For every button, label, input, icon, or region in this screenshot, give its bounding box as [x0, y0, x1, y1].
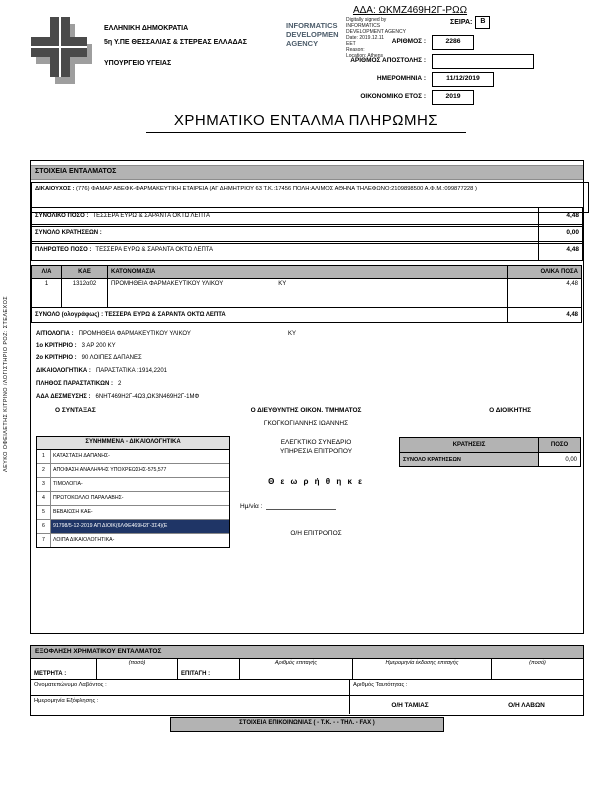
attachment-row-text: 91798/5-12-2019 ΑΠ ΔΙΟΙΚ(6ΛΦΕ469Η2Γ-3Σ4)(Ε	[51, 520, 229, 533]
info-criterion-2-value: 90 ΛΟΙΠΕΣ ΔΑΠΑΝΕΣ	[81, 355, 142, 361]
settlement-row-1	[31, 659, 583, 680]
info-commitment-ada-value: 6ΝΗΤ469Η2Γ-4Ω3,ΩΚ3Ν469Η2Γ-1ΜΦ	[95, 394, 200, 400]
payable-amount-row	[31, 241, 583, 261]
kae-total-label: ΣΥΝΟΛΟ (ολογράφως) : ΤΕΣΣΕΡΑ ΕΥΡΩ & ΣΑΡΑΝΤΑ ΟΚΤΩ ΛΕΠΤΑ	[32, 308, 508, 323]
stamp-agency-line: AGENCY	[286, 39, 319, 48]
deductions-col-amount: ΠΟΣΟ	[539, 438, 581, 453]
kae-col-name: ΚΑΤΟΝΟΜΑΣΙΑ	[108, 266, 508, 279]
attachment-row-num: 6	[37, 520, 51, 533]
order-details-box	[30, 160, 584, 634]
info-commitment-ada-label: ΑΔΑ ΔΕΣΜΕΥΣΗΣ :	[36, 394, 91, 400]
payable-amount-words: ΤΕΣΣΕΡΑ ΕΥΡΩ & ΣΑΡΑΝΤΑ ΟΚΤΩ ΛΕΠΤΑ	[95, 247, 214, 253]
info-justification-extra: ΚΥ	[288, 331, 297, 337]
info-docs-count-value: 2	[117, 381, 122, 387]
deductions-amount-label: ΣΥΝΟΛΟ ΚΡΑΤΗΣΕΩΝ :	[35, 230, 102, 236]
series-field	[450, 16, 490, 29]
total-amount-words: ΤΕΣΣΕΡΑ ΕΥΡΩ & ΣΑΡΑΝΤΑ ΟΚΤΩ ΛΕΠΤΑ	[92, 213, 211, 219]
deductions-total-label: ΣΥΝΟΛΟ ΚΡΑΤΗΣΕΩΝ	[400, 453, 539, 467]
attachments-table	[36, 436, 230, 548]
attachment-row-text: ΚΑΤΑΣΤΑΣΗ ΔΑΠΑΝΗΣ-	[53, 453, 110, 459]
kae-col-amount: ΟΛΙΚΑ ΠΟΣΑ	[508, 266, 582, 279]
field-date-label: ΗΜΕΡΟΜΗΝΙΑ :	[376, 75, 426, 82]
attachment-row-num: 4	[37, 492, 51, 505]
stamp-detail-line: Digitally signed by	[346, 17, 387, 23]
kae-table	[31, 265, 582, 323]
info-criterion-1	[36, 341, 576, 351]
attachment-row-num: 7	[37, 534, 51, 547]
settlement-row-2	[31, 680, 583, 696]
field-number	[0, 35, 612, 48]
field-fiscal-year-value: 2019	[432, 90, 474, 105]
field-fiscal-year-label: ΟΙΚΟΝΟΜΙΚΟ ΕΤΟΣ :	[360, 93, 426, 100]
info-justification-value: ΠΡΟΜΗΘΕΙΑ ΦΑΡΜΑΚΕΥΤΙΚΟΥ ΥΛΙΚΟΥ	[78, 331, 191, 337]
attachment-row	[37, 506, 229, 520]
signature-author: Ο ΣΥΝΤΑΞΑΣ	[55, 407, 96, 414]
attachment-row-num: 3	[37, 478, 51, 491]
stamp-agency-line: INFORMATICS	[286, 21, 338, 30]
attachment-row-highlighted	[37, 520, 229, 534]
stamp-detail-line: Date: 2019.12.11	[346, 35, 384, 41]
field-dispatch-label: ΑΡΙΘΜΟΣ ΑΠΟΣΤΟΛΗΣ :	[350, 57, 426, 64]
cash-amount-column: (ποσό)	[97, 659, 178, 679]
info-criterion-1-label: 1ο ΚΡΙΤΗΡΙΟ :	[36, 343, 77, 349]
attachment-row-text: ΤΙΜΟΛΟΓΙΑ-	[53, 481, 83, 487]
kae-table-total-row	[32, 308, 582, 323]
attachment-row	[37, 492, 229, 506]
settlement-row-3	[31, 696, 583, 714]
attachment-row	[37, 478, 229, 492]
info-commitment-ada	[36, 392, 576, 402]
signature-governor: Ο ΔΙΟΙΚΗΤΗΣ	[489, 407, 531, 414]
field-fiscal-year	[0, 90, 612, 103]
section-title-bar: ΣΤΟΙΧΕΙΑ ΕΝΤΑΛΜΑΤΟΣ	[31, 165, 583, 180]
info-supporting-docs-value: ΠΑΡΑΣΤΑΤΙΚΑ :1914,2201	[95, 368, 168, 374]
info-criterion-1-value: 3 ΑΡ 200 ΚΥ	[81, 343, 116, 349]
audit-date-field	[236, 502, 396, 510]
stamp-detail-line: DEVELOPMENT AGENCY	[346, 29, 406, 35]
org-ministry: ΥΠΟΥΡΓΕΙΟ ΥΓΕΙΑΣ	[104, 60, 172, 67]
ada-number: ΑΔΑ: ΩΚΜΖ469Η2Γ-ΡΩΩ	[352, 5, 468, 16]
field-number-value: 2286	[432, 35, 474, 50]
field-date	[0, 72, 612, 85]
kae-row-name	[108, 279, 508, 308]
attachment-row-num: 2	[37, 464, 51, 477]
contact-info-bar: ΣΤΟΙΧΕΙΑ ΕΠΙΚΟΙΝΩΝΙΑΣ ( - Τ.Κ. - - ΤΗΛ. - FAX )	[170, 717, 444, 732]
kae-col-aa: Λ/Α	[32, 266, 62, 279]
settlement-box	[30, 645, 584, 716]
info-docs-count	[36, 379, 576, 389]
total-amount-label: ΣΥΝΟΛΙΚΟ ΠΟΣΟ :	[35, 213, 89, 219]
payable-amount-value: 4,48	[538, 242, 582, 260]
audit-approved-text: Θ ε ω ρ ή θ η κ ε	[268, 477, 364, 486]
attachment-row	[37, 464, 229, 478]
attachment-row	[37, 450, 229, 464]
recipient-name-label: Ονοματεπώνυμο Λαβόντος :	[31, 680, 350, 695]
page-title	[0, 112, 612, 133]
audit-date-label: Ημ/νία :	[240, 503, 263, 510]
attachment-row-num: 5	[37, 506, 51, 519]
deductions-total-row	[400, 453, 581, 467]
field-date-value: 11/12/2019	[432, 72, 494, 87]
kae-col-kae: ΚΑΕ	[62, 266, 108, 279]
deductions-header-row	[400, 438, 581, 453]
check-label: ΕΠΙΤΑΓΗ :	[178, 659, 240, 679]
kae-row-kae: 1312α02	[62, 279, 108, 308]
stamp-detail-line: EET	[346, 41, 356, 47]
cash-label: ΜΕΤΡΗΤΑ :	[31, 659, 97, 679]
kae-total-amount: 4,48	[508, 308, 582, 323]
page-title-text: ΧΡΗΜΑΤΙΚΟ ΕΝΤΑΛΜΑ ΠΛΗΡΩΜΗΣ	[146, 112, 466, 133]
info-justification	[36, 329, 576, 339]
signature-director-name: ΓΚΟΓΚΟΓΙΑΝΝΗΣ ΙΩΑΝΝΗΣ	[263, 420, 349, 427]
attachment-row-text: ΒΕΒΑΙΩΣΗ ΚΑΕ-	[53, 509, 93, 515]
attachment-row-num: 1	[37, 450, 51, 463]
kae-table-header-row	[32, 266, 582, 279]
audit-court-line2: ΥΠΗΡΕΣΙΑ ΕΠΙΤΡΟΠΟΥ	[279, 448, 353, 455]
beneficiary-label: ΔΙΚΑΙΟΥΧΟΣ :	[35, 186, 75, 192]
kae-table-row	[32, 279, 582, 308]
info-criterion-2-label: 2ο ΚΡΙΤΗΡΙΟ :	[36, 355, 77, 361]
deductions-amount-value: 0,00	[538, 225, 582, 243]
check-number-column: Αριθμός επιταγής	[240, 659, 353, 679]
id-number-label: Αριθμός Ταυτότητας :	[353, 682, 408, 688]
check-date-column: Ημερομηνία έκδοσης επιταγής	[353, 659, 492, 679]
series-value: B	[475, 16, 490, 29]
info-supporting-docs	[36, 366, 576, 376]
stamp-detail-line: Location: Athens	[346, 53, 383, 59]
check-amount-column: (ποσό)	[529, 660, 546, 666]
stamp-detail-line: INFORMATICS	[346, 23, 381, 29]
audit-court-block	[236, 439, 396, 537]
attachment-row	[37, 534, 229, 547]
series-label: ΣΕΙΡΑ:	[450, 19, 473, 26]
settlement-title-bar: ΕΞΟΦΛΗΣΗ ΧΡΗΜΑΤΙΚΟΥ ΕΝΤΑΛΜΑΤΟΣ	[31, 646, 583, 659]
field-dispatch-value	[432, 54, 534, 69]
audit-date-blank-line	[266, 502, 336, 510]
attachment-row-text: ΠΡΩΤΟΚΟΛΛΟ ΠΑΡΑΛΑΒΗΣ-	[53, 495, 124, 501]
deductions-total-value: 0,00	[539, 453, 581, 467]
audit-commissioner-label: Ο/Η ΕΠΙΤΡΟΠΟΣ	[290, 530, 342, 537]
deductions-col-label: ΚΡΑΤΗΣΕΙΣ	[400, 438, 539, 453]
stamp-agency-line: DEVELOPMEN	[286, 30, 339, 39]
deductions-table	[399, 437, 581, 467]
kae-row-name-extra: ΚΥ	[278, 281, 287, 287]
audit-court-line1: ΕΛΕΓΚΤΙΚΟ ΣΥΝΕΔΡΙΟ	[280, 439, 352, 446]
cashier-signature-label: Ο/Η ΤΑΜΙΑΣ	[391, 701, 429, 709]
field-dispatch-number	[0, 54, 612, 67]
info-criterion-2	[36, 353, 576, 363]
copy-color-note: ΛΕΥΚΟ ΟΦΕΙΛΕΤΗΣ ΚΙΤΡΙΝΟ /ΛΟΓΙΣΤΗΡΙΟ ΡΟΖ: ΣΤΕΛΕΧΟΣ	[3, 295, 9, 472]
stamp-detail-line: Reason:	[346, 47, 365, 53]
field-number-label: ΑΡΙΘΜΟΣ :	[391, 38, 426, 45]
kae-row-aa: 1	[32, 279, 62, 308]
org-republic: ΕΛΛΗΝΙΚΗ ΔΗΜΟΚΡΑΤΙΑ	[104, 25, 189, 32]
payoff-date-label: Ημερομηνία Εξόφλησης :	[31, 696, 350, 714]
signature-finance-director: Ο ΔΙΕΥΘΥΝΤΗΣ ΟΙΚΟΝ. ΤΜΗΜΑΤΟΣ	[250, 407, 362, 414]
kae-row-name-text: ΠΡΟΜΗΘΕΙΑ ΦΑΡΜΑΚΕΥΤΙΚΟΥ ΥΛΙΚΟΥ	[111, 281, 224, 287]
info-justification-label: ΑΙΤΙΟΛΟΓΙΑ :	[36, 331, 74, 337]
beneficiary-text: (776) ΦΑΜΑΡ ΑΒΕΦΚ-ΦΑΡΜΑΚΕΥΤΙΚΗ ΕΤΑΙΡΕΙΑ (ΑΓ ΔΗΜΗΤΡΙΟΥ 63 Τ.Κ.:17456 ΠΟΛΗ:ΑΛΙΜΟΣ ΑΘΗΝΑ ΤΗΛΕΦΩΝΟ:2109898500 Α.Φ.Μ.:099877228 )	[76, 186, 477, 192]
payable-amount-label: ΠΛΗΡΩΤΕΟ ΠΟΣΟ :	[35, 247, 92, 253]
attachment-row-text: ΛΟΙΠΑ ΔΙΚΑΙΟΛΟΓΗΤΙΚΑ-	[53, 537, 115, 543]
recipient-signature-label: Ο/Η ΛΑΒΩΝ	[508, 701, 545, 709]
kae-row-amount: 4,48	[508, 279, 582, 308]
info-supporting-docs-label: ΔΙΚΑΙΟΛΟΓΗΤΙΚΑ :	[36, 368, 91, 374]
total-amount-value: 4,48	[538, 208, 582, 226]
info-docs-count-label: ΠΛΗΘΟΣ ΠΑΡΑΣΤΑΤΙΚΩΝ :	[36, 381, 113, 387]
attachment-row-text: ΑΠΟΦΑΣΗ ΑΝΑΛΗΨΗΣ ΥΠΟΧΡΕΩΣΗΣ-575,577	[53, 467, 167, 473]
org-health-region: 5η Υ.ΠΕ ΘΕΣΣΑΛΙΑΣ & ΣΤΕΡΕΑΣ ΕΛΛΑΔΑΣ	[104, 39, 247, 46]
attachments-title: ΣΥΝΗΜΜΕΝΑ - ΔΙΚΑΙΟΛΟΓΗΤΙΚΑ	[37, 437, 229, 450]
